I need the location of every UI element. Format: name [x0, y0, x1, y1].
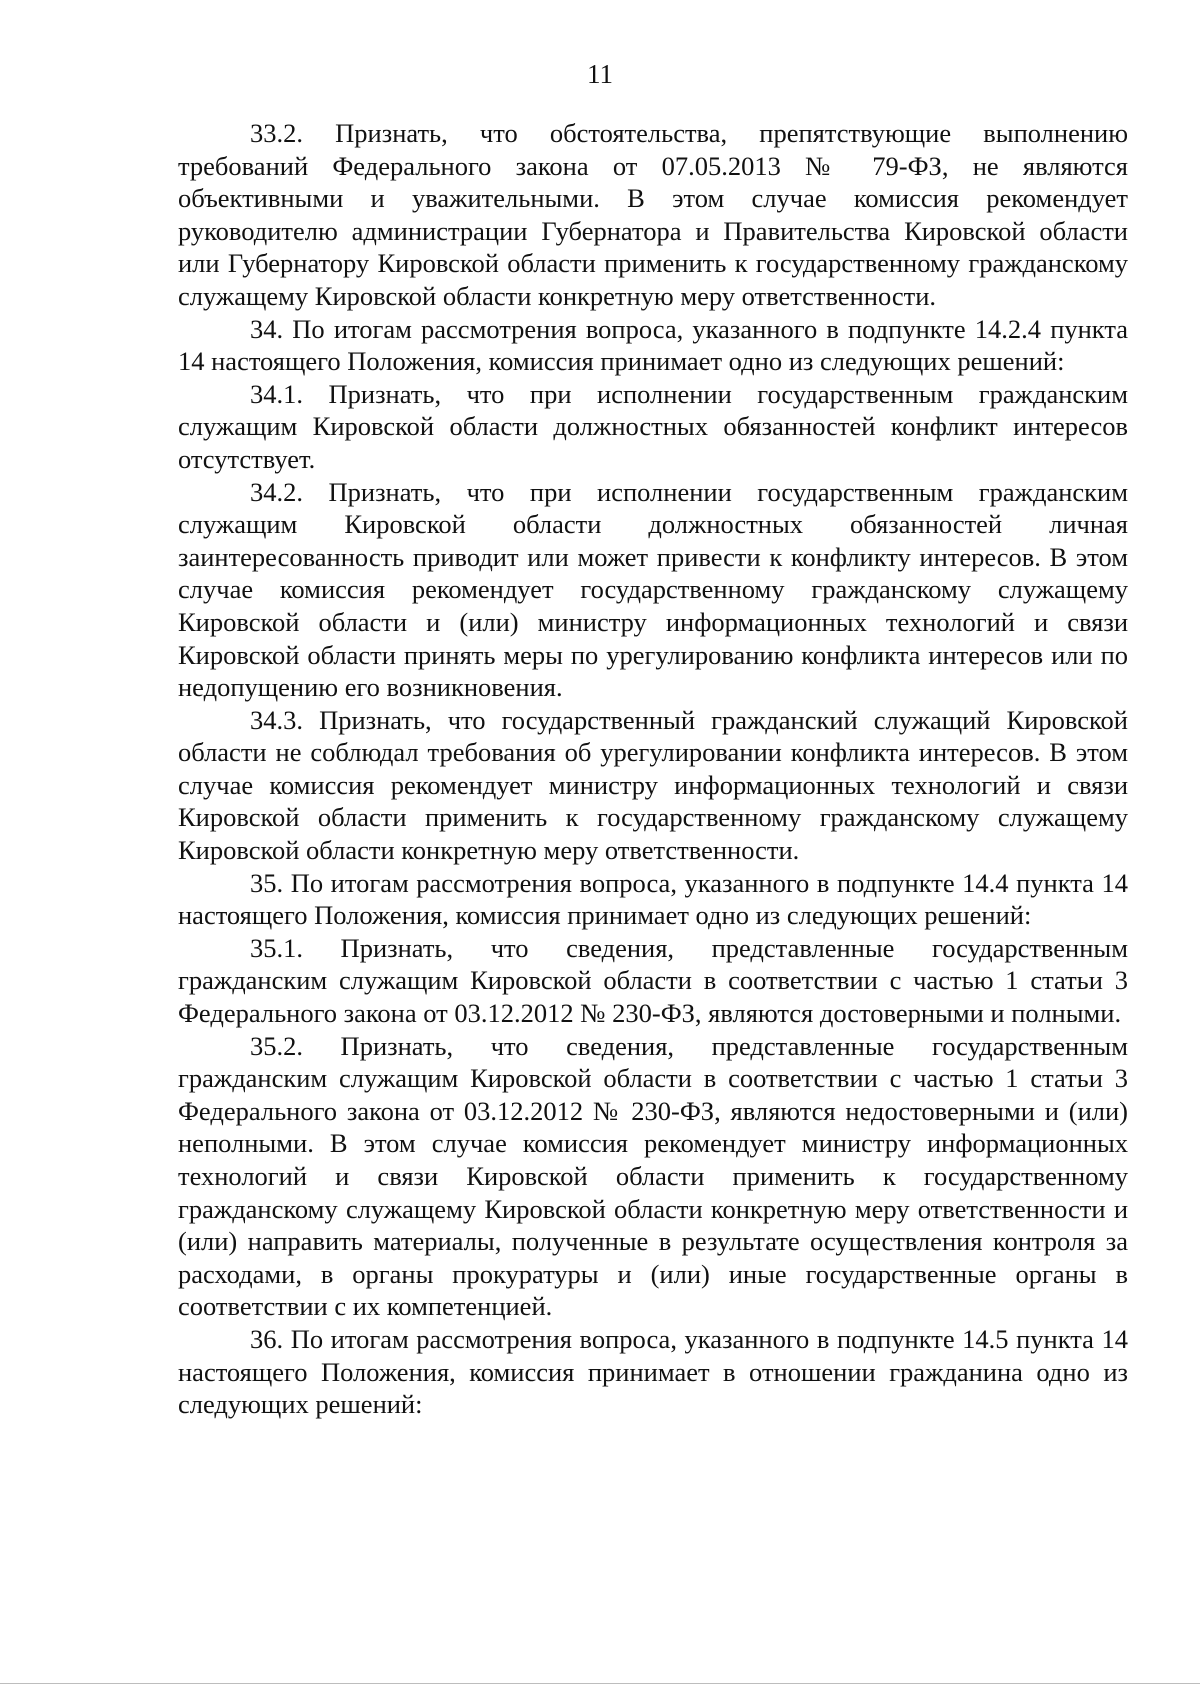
paragraph-34-1: 34.1. Признать, что при исполнении государственным гражданским служащим Кировской области должностных обязанностей конфликт интересов отсутствует.: [178, 378, 1128, 474]
paragraph-34-2: 34.2. Признать, что при исполнении государственным гражданским служащим Кировской области должностных обязанностей личная заинтересованность приводит или может привести к конфликту интересов. В этом случае комиссия рекомендует государственному гражданскому служащему Кировской области и (или) министру информационных технологий и связи Кировской области принять меры по урегулированию конфликта интересов или по недопущению его возникновения.: [178, 476, 1128, 703]
page-number: 11: [587, 59, 613, 89]
paragraph-35-2: 35.2. Признать, что сведения, представленные государственным гражданским служащим Кировской области в соответствии с частью 1 статьи 3 Федерального закона от 03.12.2012 № 230-ФЗ, являются недостоверными и (или) неполными. В этом случае комиссия рекомендует министру информационных технологий и связи Кировской области применить к государственному гражданскому служащему Кировской области конкретную меру ответственности и (или) направить материалы, полученные в результате осуществления контроля за расходами, в органы прокуратуры и (или) иные государственные органы в соответствии с их компетенцией.: [178, 1030, 1128, 1322]
paragraph-36: 36. По итогам рассмотрения вопроса, указанного в подпункте 14.5 пункта 14 настоящего Положения, комиссия принимает в отношении гражданина одно из следующих решений:: [178, 1323, 1128, 1420]
paragraph-34: 34. По итогам рассмотрения вопроса, указанного в подпункте 14.2.4 пункта 14 настоящего Положения, комиссия принимает одно из следующих решений:: [178, 313, 1128, 377]
paragraph-34-3: 34.3. Признать, что государственный гражданский служащий Кировской области не соблюдал требования об урегулировании конфликта интересов. В этом случае комиссия рекомендует министру информационных технологий и связи Кировской области применить к государственному гражданскому служащему Кировской области конкретную меру ответственности.: [178, 704, 1128, 866]
paragraph-35-1: 35.1. Признать, что сведения, представленные государственным гражданским служащим Кировской области в соответствии с частью 1 статьи 3 Федерального закона от 03.12.2012 № 230-ФЗ, являются достоверными и полными.: [178, 932, 1128, 1029]
paragraph-33-2: 33.2. Признать, что обстоятельства, препятствующие выполнению требований Федерального закона от 07.05.2013 № 79-ФЗ, не являются объективными и уважительными. В этом случае комиссия рекомендует руководителю администрации Губернатора и Правительства Кировской области или Губернатору Кировской области применить к государственному гражданскому служащему Кировской области конкретную меру ответственности.: [178, 118, 1128, 311]
page-bottom-divider: [0, 1683, 1200, 1684]
document-body: [178, 117, 1128, 1421]
paragraph-35: 35. По итогам рассмотрения вопроса, указанного в подпункте 14.4 пункта 14 настоящего Положения, комиссия принимает одно из следующих решений:: [178, 867, 1128, 931]
